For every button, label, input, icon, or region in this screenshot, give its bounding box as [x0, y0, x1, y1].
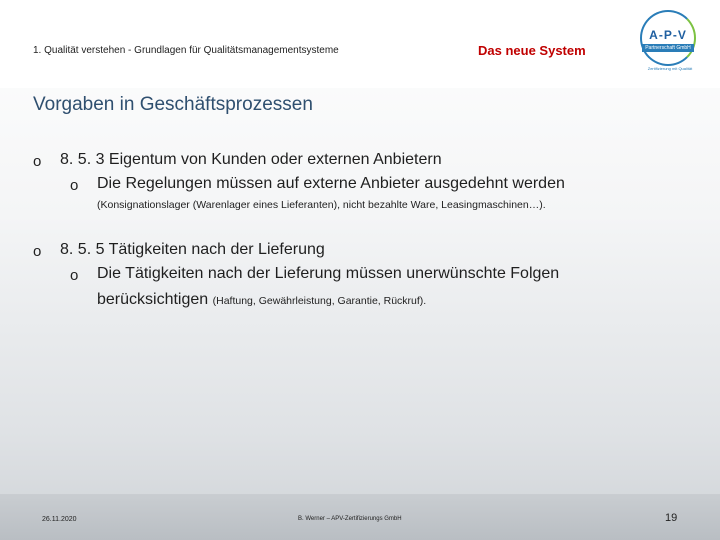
- sub-bullet-2-1-line1: Die Tätigkeiten nach der Lieferung müssen unerwünschte Folgen: [97, 265, 560, 282]
- slide-title: Vorgaben in Geschäftsprozessen: [33, 94, 313, 115]
- sub-bullet-1-1: Die Regelungen müssen auf externe Anbieter ausgedehnt werden: [97, 175, 565, 192]
- sub-bullet-2-1-line2: [97, 291, 426, 309]
- sub-bullet-2-1-text: berücksichtigen: [97, 291, 209, 308]
- logo-text: A-P-V: [649, 28, 687, 42]
- logo-subtitle: Partnerschaft GmbH: [642, 44, 694, 52]
- sub-bullet-marker: o: [70, 267, 79, 284]
- page-number: 19: [665, 512, 678, 524]
- bullet-item-1: 8. 5. 3 Eigentum von Kunden oder externen Anbietern: [60, 151, 442, 168]
- sub-bullet-1-1-note: (Konsignationslager (Warenlager eines Lieferanten), nicht bezahlte Ware, Leasingmaschinen…).: [97, 199, 546, 211]
- bullet-marker: o: [33, 153, 42, 170]
- bullet-marker: o: [33, 243, 42, 260]
- company-logo: [632, 8, 708, 74]
- bullet-item-2: 8. 5. 5 Tätigkeiten nach der Lieferung: [60, 241, 325, 258]
- sub-bullet-marker: o: [70, 177, 79, 194]
- section-title: Das neue System: [478, 43, 586, 58]
- logo-tagline: Zertifizierung mit Qualität: [647, 66, 693, 71]
- footer-date: 26.11.2020: [42, 516, 77, 523]
- sub-bullet-2-1-note: (Haftung, Gewährleistung, Garantie, Rückruf).: [212, 295, 427, 307]
- footer-author: B. Werner – APV-Zertifizierungs GmbH: [298, 516, 402, 522]
- breadcrumb: 1. Qualität verstehen - Grundlagen für Qualitätsmanagementsysteme: [33, 45, 339, 56]
- slide-header: [0, 0, 720, 88]
